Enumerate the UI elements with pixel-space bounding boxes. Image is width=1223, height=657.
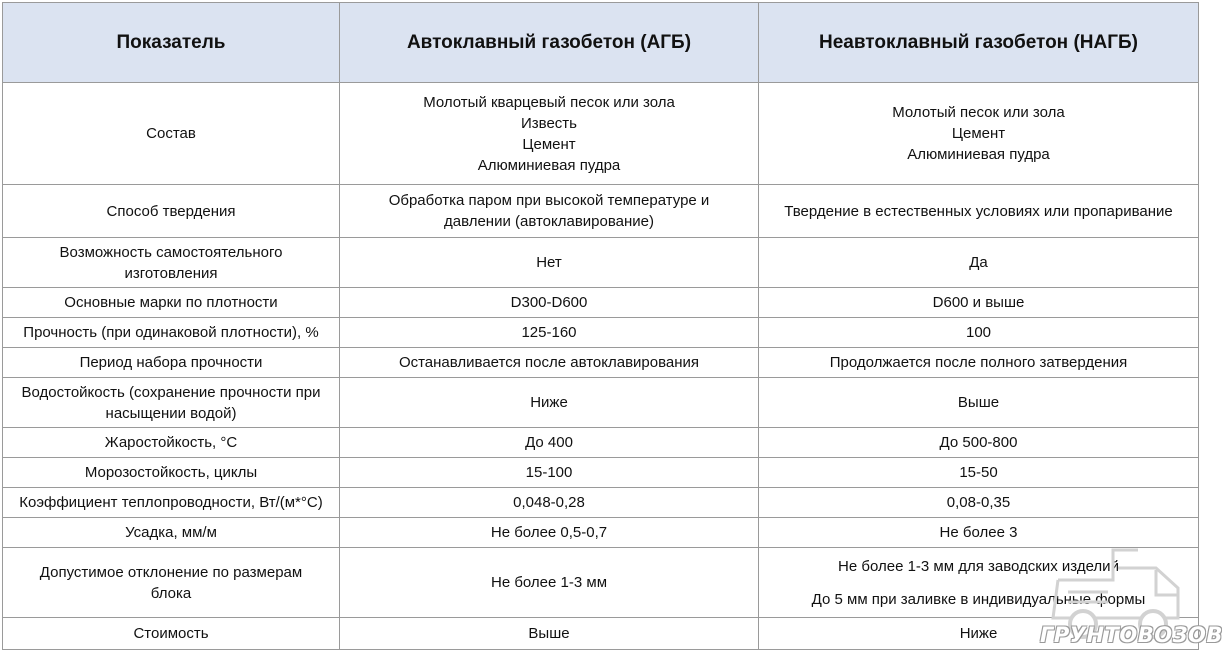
cell-line: Алюминиевая пудра: [477, 156, 621, 174]
header-nagb: Неавтоклавный газобетон (НАГБ): [759, 3, 1199, 83]
cell-line: Не более 3: [939, 524, 1018, 541]
cell-line: Ниже: [959, 625, 998, 642]
cell-line: Водостойкость (сохранение прочности при: [21, 383, 321, 401]
row-nagb-cell: [759, 378, 1199, 428]
cell-line: Период набора прочности: [79, 354, 263, 371]
row-param-cell: [3, 548, 340, 618]
cell-line: Выше: [528, 625, 570, 642]
table-row: [3, 83, 1199, 185]
cell-line: Допустимое отклонение по размерам: [39, 563, 303, 581]
table-row: [3, 288, 1199, 318]
header-agb: Автоклавный газобетон (АГБ): [340, 3, 759, 83]
cell-line: Молотый песок или зола: [892, 104, 1065, 121]
cell-line: Усадка, мм/м: [125, 524, 217, 541]
table-row: [3, 318, 1199, 348]
table-row: [3, 378, 1199, 428]
row-nagb-cell: [759, 488, 1199, 518]
cell-line: До 500-800: [939, 434, 1018, 451]
row-param-cell: [3, 318, 340, 348]
cell-line: Продолжается после полного затвердения: [829, 354, 1128, 371]
cell-line: 100: [965, 324, 992, 341]
cell-line: Жаростойкость, °С: [104, 434, 238, 451]
cell-line: давлении (автоклавирование): [443, 213, 655, 230]
table-row: [3, 428, 1199, 458]
row-agb-cell: [340, 378, 759, 428]
cell-line: Коэффициент теплопроводности, Вт/(м*°С): [19, 494, 323, 511]
row-agb-cell: [340, 458, 759, 488]
cell-line: До 400: [525, 434, 573, 451]
cell-line: Твердение в естественных условиях или пропаривание: [784, 202, 1173, 220]
row-agb-cell: [340, 488, 759, 518]
row-agb-cell: [340, 83, 759, 185]
row-param-cell: [3, 428, 340, 458]
row-param-cell: [3, 618, 340, 650]
comparison-table: [2, 2, 1199, 650]
cell-line: Стоимость: [133, 625, 209, 642]
row-agb-cell: [340, 318, 759, 348]
cell-line: Останавливается после автоклавирования: [398, 354, 700, 371]
row-param-cell: [3, 83, 340, 185]
row-param-cell: [3, 378, 340, 428]
cell-line: изготовления: [124, 264, 218, 282]
table-row: [3, 488, 1199, 518]
row-nagb-cell: [759, 83, 1199, 185]
row-nagb-cell: [759, 288, 1199, 318]
cell-line: Морозостойкость, циклы: [84, 464, 258, 481]
row-agb-cell: [340, 288, 759, 318]
cell-line: До 5 мм при заливке в индивидуальные формы: [811, 590, 1146, 608]
cell-line: Обработка паром при высокой температуре и: [388, 192, 710, 209]
row-nagb-cell: [759, 318, 1199, 348]
row-nagb-cell: [759, 185, 1199, 238]
cell-line: 125-160: [521, 324, 577, 341]
cell-line: Не более 1-3 мм для заводских изделий: [838, 557, 1119, 575]
table-row: [3, 185, 1199, 238]
cell-line: Алюминиевая пудра: [907, 146, 1050, 163]
cell-line: Выше: [957, 394, 1000, 411]
cell-line: 15-50: [959, 464, 998, 481]
cell-line: Прочность (при одинаковой плотности), %: [23, 324, 319, 341]
cell-line: D600 и выше: [932, 294, 1025, 311]
row-nagb-cell: [759, 348, 1199, 378]
cell-line: Да: [969, 254, 988, 271]
row-param-cell: [3, 348, 340, 378]
row-param-cell: [3, 518, 340, 548]
row-agb-cell: [340, 618, 759, 650]
table-row: [3, 238, 1199, 288]
row-param-cell: [3, 185, 340, 238]
header-row: [3, 3, 1199, 83]
cell-line: Способ твердения: [106, 202, 236, 220]
cell-line: Возможность самостоятельного: [59, 243, 283, 261]
table-row: [3, 518, 1199, 548]
row-agb-cell: [340, 428, 759, 458]
cell-line: Нет: [536, 254, 562, 271]
row-param-cell: [3, 458, 340, 488]
cell-line: Состав: [146, 125, 196, 142]
row-param-cell: [3, 288, 340, 318]
row-agb-cell: [340, 185, 759, 238]
row-agb-cell: [340, 548, 759, 618]
cell-line: D300-D600: [510, 294, 588, 311]
cell-line: блока: [150, 584, 192, 602]
table-row: [3, 458, 1199, 488]
cell-line: 0,048-0,28: [513, 494, 585, 511]
cell-line: Известь: [521, 114, 577, 132]
row-nagb-cell: [759, 238, 1199, 288]
cell-line: Цемент: [951, 125, 1006, 142]
row-param-cell: [3, 238, 340, 288]
cell-line: Молотый кварцевый песок или зола: [423, 93, 675, 111]
row-agb-cell: [340, 348, 759, 378]
cell-line: Основные марки по плотности: [64, 294, 278, 311]
row-param-cell: [3, 488, 340, 518]
cell-line: Ниже: [530, 394, 568, 411]
cell-line: Не более 0,5-0,7: [490, 524, 608, 541]
cell-line: 15-100: [525, 464, 573, 481]
watermark-text: ГРУНТОВОЗОВ: [1040, 623, 1223, 647]
row-agb-cell: [340, 518, 759, 548]
header-param: Показатель: [3, 3, 340, 83]
cell-line: Не более 1-3 мм: [490, 574, 608, 591]
row-nagb-cell: [759, 458, 1199, 488]
table-row: [3, 348, 1199, 378]
cell-line: 0,08-0,35: [946, 494, 1011, 511]
row-nagb-cell: [759, 428, 1199, 458]
table-row: [3, 548, 1199, 618]
cell-line: насыщении водой): [105, 404, 237, 422]
table-row: [3, 618, 1199, 650]
cell-line: Цемент: [522, 135, 576, 153]
row-agb-cell: [340, 238, 759, 288]
